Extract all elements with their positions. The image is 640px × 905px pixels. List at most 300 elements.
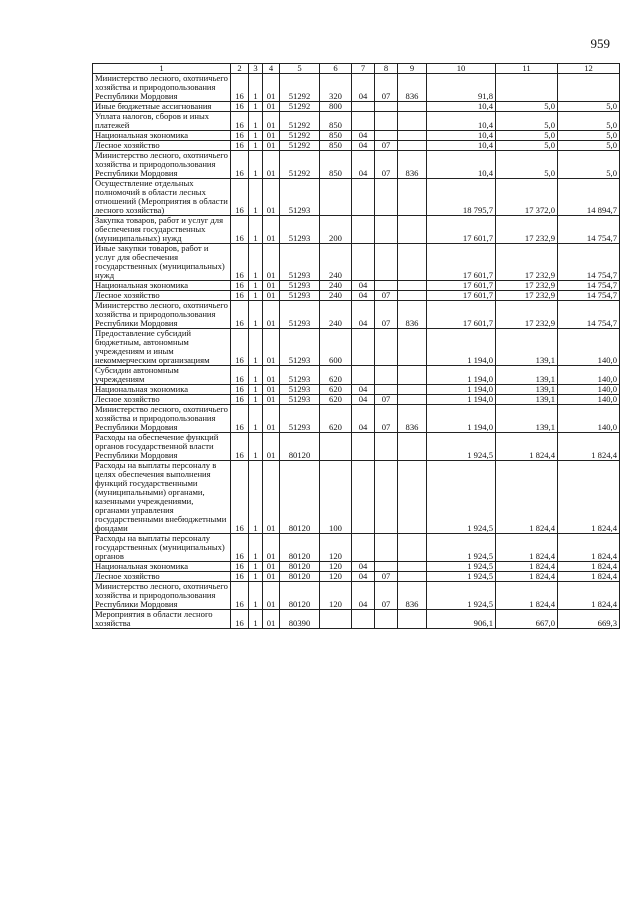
amount-cell <box>558 74 620 102</box>
amount-cell: 1 924,5 <box>427 433 496 461</box>
amount-cell <box>496 74 558 102</box>
code-cell: 620 <box>320 366 352 385</box>
code-cell: 240 <box>320 281 352 291</box>
code-cell: 1 <box>249 329 263 366</box>
code-cell: 01 <box>263 179 280 216</box>
code-cell <box>352 102 375 112</box>
code-cell: 1 <box>249 244 263 281</box>
code-cell <box>375 433 398 461</box>
amount-cell: 17 232,9 <box>496 301 558 329</box>
item-name-cell: Национальная экономика <box>93 131 231 141</box>
amount-cell: 139,1 <box>496 366 558 385</box>
code-cell: 51293 <box>280 291 320 301</box>
code-cell: 01 <box>263 281 280 291</box>
amount-cell: 14 894,7 <box>558 179 620 216</box>
code-cell <box>352 461 375 534</box>
amount-cell: 5,0 <box>496 151 558 179</box>
code-cell: 16 <box>231 179 249 216</box>
amount-cell: 1 824,4 <box>558 534 620 562</box>
code-cell: 51293 <box>280 281 320 291</box>
code-cell <box>398 216 427 244</box>
code-cell: 04 <box>352 572 375 582</box>
code-cell: 01 <box>263 216 280 244</box>
amount-cell: 1 924,5 <box>427 534 496 562</box>
amount-cell: 1 194,0 <box>427 385 496 395</box>
code-cell: 07 <box>375 291 398 301</box>
code-cell: 1 <box>249 582 263 610</box>
code-cell <box>398 572 427 582</box>
code-cell: 01 <box>263 74 280 102</box>
code-cell: 16 <box>231 329 249 366</box>
code-cell: 16 <box>231 141 249 151</box>
table-row <box>93 582 620 610</box>
column-header: 8 <box>375 64 398 74</box>
table-row <box>93 74 620 102</box>
amount-cell: 1 824,4 <box>558 461 620 534</box>
code-cell <box>398 433 427 461</box>
amount-cell: 1 824,4 <box>496 572 558 582</box>
code-cell: 07 <box>375 151 398 179</box>
code-cell: 51292 <box>280 141 320 151</box>
code-cell: 836 <box>398 301 427 329</box>
amount-cell: 10,4 <box>427 102 496 112</box>
code-cell: 836 <box>398 74 427 102</box>
code-cell: 1 <box>249 179 263 216</box>
code-cell: 620 <box>320 405 352 433</box>
amount-cell: 1 194,0 <box>427 405 496 433</box>
code-cell <box>398 112 427 131</box>
amount-cell: 669,3 <box>558 610 620 629</box>
code-cell <box>352 366 375 385</box>
column-header: 10 <box>427 64 496 74</box>
amount-cell: 1 824,4 <box>558 582 620 610</box>
amount-cell: 1 824,4 <box>496 433 558 461</box>
code-cell: 850 <box>320 141 352 151</box>
column-header: 7 <box>352 64 375 74</box>
amount-cell: 139,1 <box>496 329 558 366</box>
code-cell <box>375 102 398 112</box>
code-cell: 850 <box>320 151 352 179</box>
code-cell: 51293 <box>280 329 320 366</box>
item-name-cell: Иные бюджетные ассигнования <box>93 102 231 112</box>
item-name-cell: Министерство лесного, охотничьего хозяйства и природопользования Республики Мордовия <box>93 301 231 329</box>
column-header: 5 <box>280 64 320 74</box>
code-cell <box>375 385 398 395</box>
code-cell: 04 <box>352 385 375 395</box>
code-cell: 01 <box>263 102 280 112</box>
code-cell: 04 <box>352 562 375 572</box>
code-cell: 51293 <box>280 179 320 216</box>
code-cell: 01 <box>263 244 280 281</box>
amount-cell: 140,0 <box>558 385 620 395</box>
code-cell <box>398 141 427 151</box>
code-cell <box>398 562 427 572</box>
code-cell: 51293 <box>280 405 320 433</box>
amount-cell: 17 601,7 <box>427 244 496 281</box>
amount-cell: 14 754,7 <box>558 216 620 244</box>
amount-cell: 14 754,7 <box>558 281 620 291</box>
code-cell: 1 <box>249 141 263 151</box>
code-cell: 80120 <box>280 572 320 582</box>
code-cell: 80120 <box>280 582 320 610</box>
amount-cell: 1 824,4 <box>496 461 558 534</box>
amount-cell: 139,1 <box>496 385 558 395</box>
code-cell <box>375 366 398 385</box>
code-cell: 836 <box>398 151 427 179</box>
amount-cell: 140,0 <box>558 395 620 405</box>
code-cell: 01 <box>263 385 280 395</box>
code-cell: 51293 <box>280 216 320 244</box>
code-cell <box>398 385 427 395</box>
table-row <box>93 216 620 244</box>
item-name-cell: Национальная экономика <box>93 385 231 395</box>
table-row <box>93 366 620 385</box>
code-cell: 51292 <box>280 74 320 102</box>
code-cell: 80120 <box>280 461 320 534</box>
code-cell: 120 <box>320 562 352 572</box>
code-cell: 120 <box>320 534 352 562</box>
item-name-cell: Национальная экономика <box>93 562 231 572</box>
item-name-cell: Предоставление субсидий бюджетным, автономным учреждениям и иным некоммерческим организациям <box>93 329 231 366</box>
code-cell: 1 <box>249 562 263 572</box>
table-row <box>93 301 620 329</box>
code-cell: 16 <box>231 151 249 179</box>
column-header: 9 <box>398 64 427 74</box>
page-number: 959 <box>590 36 610 51</box>
amount-cell: 17 232,9 <box>496 216 558 244</box>
code-cell: 16 <box>231 405 249 433</box>
amount-cell: 906,1 <box>427 610 496 629</box>
table-row <box>93 461 620 534</box>
item-name-cell: Мероприятия в области лесного хозяйства <box>93 610 231 629</box>
code-cell: 16 <box>231 291 249 301</box>
amount-cell: 140,0 <box>558 329 620 366</box>
code-cell: 07 <box>375 74 398 102</box>
amount-cell: 17 232,9 <box>496 281 558 291</box>
code-cell <box>375 562 398 572</box>
code-cell: 51293 <box>280 244 320 281</box>
amount-cell: 1 824,4 <box>496 582 558 610</box>
amount-cell: 1 924,5 <box>427 572 496 582</box>
amount-cell: 5,0 <box>496 112 558 131</box>
code-cell <box>398 534 427 562</box>
amount-cell: 5,0 <box>496 141 558 151</box>
code-cell: 04 <box>352 395 375 405</box>
item-name-cell: Министерство лесного, охотничьего хозяйства и природопользования Республики Мордовия <box>93 151 231 179</box>
table-row <box>93 141 620 151</box>
item-name-cell: Субсидии автономным учреждениям <box>93 366 231 385</box>
code-cell: 620 <box>320 395 352 405</box>
code-cell: 100 <box>320 461 352 534</box>
amount-cell: 140,0 <box>558 405 620 433</box>
code-cell: 01 <box>263 131 280 141</box>
code-cell: 07 <box>375 582 398 610</box>
item-name-cell: Закупка товаров, работ и услуг для обеспечения государственных (муниципальных) нужд <box>93 216 231 244</box>
code-cell: 120 <box>320 572 352 582</box>
amount-cell: 10,4 <box>427 131 496 141</box>
code-cell: 240 <box>320 301 352 329</box>
code-cell: 1 <box>249 572 263 582</box>
code-cell: 01 <box>263 534 280 562</box>
code-cell: 1 <box>249 433 263 461</box>
code-cell: 320 <box>320 74 352 102</box>
code-cell: 01 <box>263 405 280 433</box>
item-name-cell: Расходы на выплаты персоналу государственных (муниципальных) органов <box>93 534 231 562</box>
table-row <box>93 534 620 562</box>
code-cell: 1 <box>249 301 263 329</box>
amount-cell: 10,4 <box>427 141 496 151</box>
code-cell: 1 <box>249 291 263 301</box>
item-name-cell: Уплата налогов, сборов и иных платежей <box>93 112 231 131</box>
code-cell <box>398 281 427 291</box>
code-cell <box>398 329 427 366</box>
amount-cell: 5,0 <box>558 131 620 141</box>
code-cell <box>398 366 427 385</box>
code-cell <box>375 329 398 366</box>
amount-cell: 139,1 <box>496 395 558 405</box>
amount-cell: 10,4 <box>427 112 496 131</box>
code-cell: 01 <box>263 562 280 572</box>
code-cell: 200 <box>320 216 352 244</box>
table-row <box>93 395 620 405</box>
code-cell: 04 <box>352 151 375 179</box>
amount-cell: 17 232,9 <box>496 291 558 301</box>
amount-cell: 14 754,7 <box>558 291 620 301</box>
item-name-cell: Расходы на обеспечение функций органов государственной власти Республики Мордовия <box>93 433 231 461</box>
code-cell: 01 <box>263 610 280 629</box>
item-name-cell: Осуществление отдельных полномочий в области лесных отношений (Мероприятия в области лесного хозяйства) <box>93 179 231 216</box>
code-cell: 04 <box>352 582 375 610</box>
column-header: 11 <box>496 64 558 74</box>
code-cell: 16 <box>231 461 249 534</box>
amount-cell: 5,0 <box>558 141 620 151</box>
code-cell: 1 <box>249 610 263 629</box>
code-cell: 51292 <box>280 112 320 131</box>
code-cell: 836 <box>398 582 427 610</box>
code-cell <box>375 216 398 244</box>
code-cell: 07 <box>375 301 398 329</box>
code-cell: 01 <box>263 291 280 301</box>
amount-cell: 5,0 <box>496 131 558 141</box>
code-cell: 1 <box>249 281 263 291</box>
amount-cell: 5,0 <box>558 102 620 112</box>
code-cell <box>398 102 427 112</box>
table-row <box>93 433 620 461</box>
amount-cell: 1 194,0 <box>427 366 496 385</box>
code-cell: 01 <box>263 572 280 582</box>
column-header: 1 <box>93 64 231 74</box>
table-row <box>93 562 620 572</box>
item-name-cell: Расходы на выплаты персоналу в целях обеспечения выполнения функций государственными (муниципальными) органами, казенными учреждениями, органами управления государственными внебюджетными фондами <box>93 461 231 534</box>
code-cell: 1 <box>249 74 263 102</box>
code-cell: 01 <box>263 461 280 534</box>
amount-cell: 1 824,4 <box>558 433 620 461</box>
item-name-cell: Лесное хозяйство <box>93 141 231 151</box>
code-cell <box>375 179 398 216</box>
table-row <box>93 385 620 395</box>
amount-cell: 91,8 <box>427 74 496 102</box>
amount-cell: 1 924,5 <box>427 562 496 572</box>
code-cell: 1 <box>249 102 263 112</box>
code-cell <box>375 131 398 141</box>
code-cell <box>375 281 398 291</box>
code-cell <box>375 610 398 629</box>
code-cell: 16 <box>231 244 249 281</box>
code-cell: 16 <box>231 562 249 572</box>
code-cell: 1 <box>249 405 263 433</box>
amount-cell: 17 601,7 <box>427 291 496 301</box>
item-name-cell: Министерство лесного, охотничьего хозяйства и природопользования Республики Мордовия <box>93 582 231 610</box>
amount-cell: 5,0 <box>496 102 558 112</box>
amount-cell: 17 601,7 <box>427 216 496 244</box>
table-row <box>93 329 620 366</box>
code-cell: 16 <box>231 216 249 244</box>
code-cell: 16 <box>231 385 249 395</box>
amount-cell: 5,0 <box>558 112 620 131</box>
code-cell <box>398 244 427 281</box>
code-cell: 16 <box>231 534 249 562</box>
code-cell: 850 <box>320 131 352 141</box>
code-cell <box>352 216 375 244</box>
code-cell: 51293 <box>280 301 320 329</box>
code-cell: 16 <box>231 610 249 629</box>
table-row <box>93 572 620 582</box>
table-row <box>93 281 620 291</box>
code-cell: 16 <box>231 572 249 582</box>
code-cell: 01 <box>263 433 280 461</box>
code-cell: 07 <box>375 405 398 433</box>
code-cell: 51293 <box>280 395 320 405</box>
code-cell: 80120 <box>280 534 320 562</box>
code-cell: 04 <box>352 291 375 301</box>
column-header: 2 <box>231 64 249 74</box>
code-cell: 1 <box>249 461 263 534</box>
code-cell: 80390 <box>280 610 320 629</box>
table-row <box>93 610 620 629</box>
code-cell: 07 <box>375 572 398 582</box>
code-cell <box>398 610 427 629</box>
code-cell: 01 <box>263 329 280 366</box>
code-cell <box>398 291 427 301</box>
item-name-cell: Лесное хозяйство <box>93 572 231 582</box>
table-row <box>93 244 620 281</box>
code-cell: 16 <box>231 366 249 385</box>
code-cell: 1 <box>249 151 263 179</box>
amount-cell: 1 924,5 <box>427 461 496 534</box>
column-header: 4 <box>263 64 280 74</box>
code-cell <box>375 112 398 131</box>
amount-cell: 10,4 <box>427 151 496 179</box>
table-row <box>93 102 620 112</box>
code-cell: 850 <box>320 112 352 131</box>
code-cell: 04 <box>352 131 375 141</box>
table-header-row <box>93 64 620 74</box>
code-cell <box>375 244 398 281</box>
code-cell <box>398 131 427 141</box>
code-cell: 01 <box>263 141 280 151</box>
code-cell: 600 <box>320 329 352 366</box>
table-row <box>93 291 620 301</box>
budget-table <box>92 63 620 629</box>
table-body <box>93 74 620 629</box>
code-cell <box>352 433 375 461</box>
code-cell: 1 <box>249 385 263 395</box>
code-cell <box>320 610 352 629</box>
table-row <box>93 112 620 131</box>
amount-cell: 1 924,5 <box>427 582 496 610</box>
code-cell: 04 <box>352 141 375 151</box>
column-header: 12 <box>558 64 620 74</box>
code-cell: 04 <box>352 301 375 329</box>
code-cell: 01 <box>263 301 280 329</box>
item-name-cell: Иные закупки товаров, работ и услуг для обеспечения государственных (муниципальных) нужд <box>93 244 231 281</box>
amount-cell: 1 194,0 <box>427 329 496 366</box>
amount-cell: 5,0 <box>558 151 620 179</box>
amount-cell: 1 824,4 <box>558 562 620 572</box>
code-cell: 01 <box>263 112 280 131</box>
amount-cell: 1 824,4 <box>496 562 558 572</box>
code-cell: 16 <box>231 102 249 112</box>
amount-cell: 17 372,0 <box>496 179 558 216</box>
code-cell <box>352 244 375 281</box>
code-cell: 04 <box>352 281 375 291</box>
code-cell: 51292 <box>280 102 320 112</box>
amount-cell: 1 194,0 <box>427 395 496 405</box>
code-cell: 04 <box>352 74 375 102</box>
amount-cell: 14 754,7 <box>558 244 620 281</box>
table-row <box>93 179 620 216</box>
code-cell <box>398 395 427 405</box>
code-cell: 800 <box>320 102 352 112</box>
amount-cell: 14 754,7 <box>558 301 620 329</box>
code-cell: 120 <box>320 582 352 610</box>
amount-cell: 1 824,4 <box>558 572 620 582</box>
code-cell <box>320 433 352 461</box>
code-cell: 836 <box>398 405 427 433</box>
code-cell: 51292 <box>280 131 320 141</box>
table-row <box>93 151 620 179</box>
code-cell <box>352 610 375 629</box>
code-cell <box>352 179 375 216</box>
code-cell <box>352 534 375 562</box>
item-name-cell: Министерство лесного, охотничьего хозяйства и природопользования Республики Мордовия <box>93 74 231 102</box>
code-cell: 1 <box>249 216 263 244</box>
amount-cell: 140,0 <box>558 366 620 385</box>
code-cell <box>398 179 427 216</box>
code-cell: 80120 <box>280 433 320 461</box>
code-cell: 07 <box>375 141 398 151</box>
code-cell: 01 <box>263 582 280 610</box>
table-row <box>93 131 620 141</box>
code-cell: 51293 <box>280 385 320 395</box>
code-cell: 07 <box>375 395 398 405</box>
code-cell: 01 <box>263 395 280 405</box>
code-cell: 16 <box>231 582 249 610</box>
code-cell: 51293 <box>280 366 320 385</box>
code-cell: 16 <box>231 74 249 102</box>
code-cell: 16 <box>231 281 249 291</box>
amount-cell: 17 232,9 <box>496 244 558 281</box>
code-cell <box>320 179 352 216</box>
code-cell: 1 <box>249 366 263 385</box>
amount-cell: 17 601,7 <box>427 281 496 291</box>
code-cell: 16 <box>231 433 249 461</box>
code-cell <box>398 461 427 534</box>
amount-cell: 18 795,7 <box>427 179 496 216</box>
code-cell: 16 <box>231 301 249 329</box>
amount-cell: 17 601,7 <box>427 301 496 329</box>
code-cell: 1 <box>249 395 263 405</box>
